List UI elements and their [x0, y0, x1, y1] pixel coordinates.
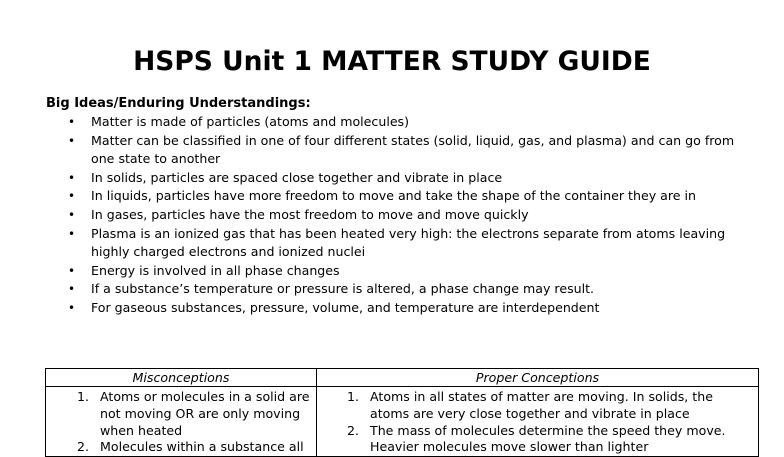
bullet-icon: •	[68, 282, 76, 297]
bullet-icon: •	[68, 300, 76, 315]
list-item-text: For gaseous substances, pressure, volume, and temperature are interdependent	[91, 299, 600, 315]
misconception-text: Molecules within a substance all	[100, 439, 304, 455]
list-item	[66, 299, 736, 318]
concepts-table	[45, 368, 759, 457]
bullet-icon: •	[68, 115, 76, 129]
proper-conceptions-list	[317, 387, 758, 456]
big-ideas-heading: Big Ideas/Enduring Understandings:	[46, 96, 311, 111]
list-item	[66, 113, 736, 132]
item-number: 1.	[347, 389, 360, 404]
bullet-icon: •	[68, 189, 76, 204]
list-item-text: Plasma is an ionized gas that has been heated very high: the electrons separate from atoms leaving highly charged electrons and ionized nuclei	[91, 225, 726, 260]
proper-conception-text: The mass of molecules determine the speed they move. Heavier molecules move slower than lighter	[370, 422, 726, 455]
list-item	[66, 169, 736, 188]
list-item	[66, 187, 736, 206]
list-item	[66, 132, 736, 169]
bullet-icon: •	[68, 207, 76, 222]
proper-conception-text: Atoms in all states of matter are moving. In solids, the atoms are very close together and vibrate in place	[370, 389, 713, 421]
bullet-icon: •	[68, 263, 76, 278]
list-item-text: In gases, particles have the most freedom to move and move quickly	[91, 206, 529, 222]
item-number: 1.	[77, 389, 90, 404]
misconceptions-cell	[46, 387, 317, 457]
table-row	[46, 387, 759, 457]
list-item	[66, 206, 736, 225]
list-item	[66, 225, 736, 262]
misconceptions-list	[46, 387, 316, 456]
proper-conceptions-header: Proper Conceptions	[317, 369, 759, 387]
table-header-row	[46, 369, 759, 387]
bullet-icon: •	[68, 133, 76, 148]
list-item-text: Matter is made of particles (atoms and molecules)	[91, 114, 410, 129]
page-title: HSPS Unit 1 MATTER STUDY GUIDE	[133, 46, 651, 77]
list-item-text: Energy is involved in all phase changes	[91, 262, 340, 278]
list-item	[46, 389, 312, 439]
bullet-icon: •	[68, 170, 76, 185]
list-item-text: In liquids, particles have more freedom to move and take the shape of the container they are in	[91, 188, 697, 204]
big-ideas-list	[66, 113, 736, 318]
list-item-text: In solids, particles are spaced close together and vibrate in place	[91, 169, 503, 185]
list-item-text: Matter can be classified in one of four different states (solid, liquid, gas, and plasma) and can go from one state to another	[91, 132, 735, 167]
list-item	[66, 262, 736, 281]
item-number: 2.	[347, 422, 360, 438]
list-item	[46, 439, 312, 456]
misconceptions-header: Misconceptions	[46, 369, 317, 387]
list-item	[317, 389, 754, 423]
item-number: 2.	[77, 439, 90, 455]
list-item	[66, 280, 736, 299]
bullet-icon: •	[68, 226, 76, 241]
misconception-text: Atoms or molecules in a solid are not moving OR are only moving when heated	[100, 389, 310, 438]
proper-conceptions-cell	[317, 387, 759, 457]
list-item	[317, 423, 754, 457]
list-item-text: If a substance’s temperature or pressure is altered, a phase change may result.	[91, 281, 595, 297]
